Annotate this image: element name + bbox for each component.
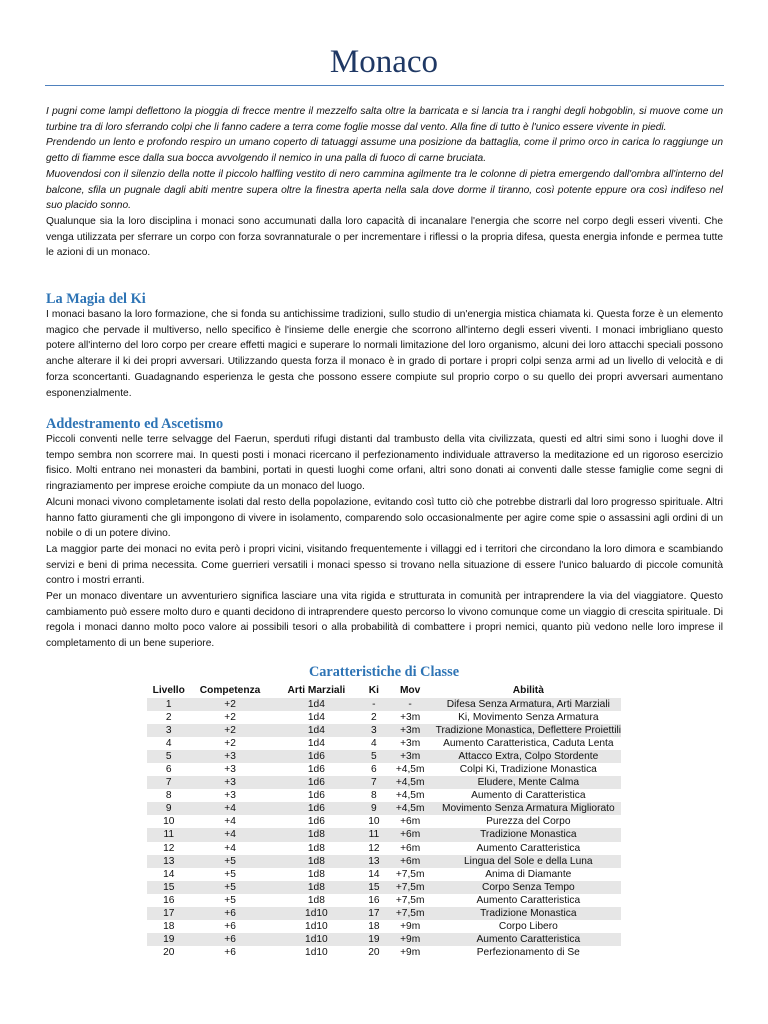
table-cell: +9m [385, 933, 436, 946]
table-row [147, 828, 621, 841]
table-cell: +4 [224, 842, 236, 854]
table-cell: 1d8 [307, 894, 325, 906]
table-cell: 2 [165, 711, 172, 723]
table-cell: 1d6 [270, 776, 363, 789]
table-cell: Aumento Caratteristica [436, 933, 621, 946]
table-cell: +6 [190, 933, 269, 946]
body-paragraph: Piccoli conventi nelle terre selvagge del Faerun, sperduti rifugi distanti dal trambusto della vita civilizzata, questi ed altri simi sono i luoghi dove il tempo sembra non scorrere mai. In questi posti i monaci ricercano il perfezionamento individuale attraverso la meditazione ed un rigoroso esercizio fisico. Molti entrano nei monasteri da bambini, portati in questi luoghi come orfani, altri sono donati ai conventi dalle stesse famiglie come segni di ringraziamento per imprese eroiche compiute da un monaco del luogo. [46, 434, 723, 493]
body-paragraph: La maggior parte dei monaci no evita però i propri vicini, visitando frequentemente i villaggi ed i territori che circondano la loro dimora e scambiando servizi e beni di prima necessita. Come guerrieri versatili i monaci spesso si trovano nella situazione di essere l'unico baluardo di piccole comunità contro i mostri erranti. [46, 543, 723, 587]
table-cell: Attacco Extra, Colpo Stordente [436, 750, 621, 763]
table-cell: 1d4 [307, 711, 325, 723]
table-cell: 12 [368, 842, 380, 854]
table-cell: 19 [147, 933, 190, 946]
table-cell: +2 [190, 724, 269, 737]
table-cell: +6m [400, 816, 421, 828]
table-header-row [147, 684, 621, 698]
table-cell: 2 [371, 711, 377, 723]
body-paragraph: Alcuni monaci vivono completamente isolati dal resto della popolazione, evitando così tutto ciò che potrebbe distrarli dal loro progresso spirituale. Altri hanno fatto giuramenti che gli impongono di vivere in isolamento, comparendo solo occasionalmente per agire come spie o assassini agli ordini di un nobile o di un potere divino. [46, 496, 723, 540]
table-cell: 1d6 [307, 790, 325, 802]
table-row [147, 920, 621, 933]
intro-paragraph: Prendendo un lento e profondo respiro un umano coperto di tatuaggi assume una posizione da battaglia, come il primo orco in carica lo raggiunge un getto di fiamme esce dalla sua bocca avvolgendo il nemico in una palla di fuoco di carne bruciata. [46, 137, 723, 165]
table-cell: 1d4 [270, 724, 363, 737]
table-cell: Perfezionamento di Se [476, 947, 580, 959]
table-cell: +7,5m [385, 907, 436, 920]
table-cell: +6 [224, 921, 236, 933]
table-cell: 6 [371, 763, 377, 775]
table-cell: 4 [165, 737, 172, 749]
table-cell: +3 [224, 790, 236, 802]
table-title: Caratteristiche di Classe [308, 664, 460, 680]
title-divider [45, 85, 724, 86]
table-row [147, 933, 621, 946]
body-paragraph: I monaci basano la loro formazione, che si fonda su antichissime tradizioni, sullo studio di un'energia mistica chiamata ki. Questa forze è un elemento magico che pervade il multiverso, nello specifico è l'insieme delle energie che scorrono all'interno degli esseri viventi. I monaci imbrigliano questo potere all'interno del loro corpo per creare effetti magici e superare lo normali limitazione del loro organismo, alcuni dei loro attacchi speciali possono anche alterare il ki dei propri avversari. Utilizzando questa forza il monaco è in grado di portare i propri colpi senza armi ad un livello di velocità e di forza sconcertanti. Guadagnando esperienza le gesta che possono essere compiute sul proprio corpo o su quello dei propri avversari aumentano esponenzialmente. [46, 309, 723, 399]
table-cell: +3 [190, 776, 269, 789]
table-cell: +3m [385, 724, 436, 737]
table-cell: 1d8 [307, 868, 325, 880]
intro-paragraph: I pugni come lampi deflettono la pioggia di frecce mentre il mezzelfo salta oltre la barricata e si lancia tra i ranghi degli hobgoblin, si muove come un turbine tra di loro sferrando colpi che li fanno cadere a terra come foglie mosse dal vento. Alla fine di tutto è l'unico essere vivente in piedi. [46, 106, 723, 133]
table-cell: 11 [147, 828, 190, 841]
table-cell: 1d6 [307, 763, 325, 775]
table-cell: +6m [385, 828, 436, 841]
table-cell: +5 [190, 881, 269, 894]
table-cell: 1d8 [270, 855, 363, 868]
table-row [147, 711, 621, 724]
section-body [46, 307, 723, 401]
table-cell: 1d8 [270, 881, 363, 894]
section-body [46, 432, 723, 652]
table-cell: 17 [147, 907, 190, 920]
table-cell: 9 [147, 802, 190, 815]
table-cell: Colpi Ki, Tradizione Monastica [459, 763, 597, 775]
table-row [147, 802, 621, 815]
table-cell: +5 [190, 855, 269, 868]
column-header: Competenza [199, 685, 261, 696]
table-cell: 3 [363, 724, 385, 737]
table-row [147, 907, 621, 920]
table-cell: Aumento Caratteristica [476, 894, 581, 906]
table-cell: 15 [363, 881, 385, 894]
table-cell: Anima di Diamante [485, 868, 572, 880]
table-cell: +4,5m [395, 790, 425, 802]
column-header: Abilità [512, 685, 544, 696]
table-cell: 3 [147, 724, 190, 737]
table-cell: - [385, 698, 436, 711]
table-cell: Aumento Caratteristica [476, 842, 581, 854]
table-cell: Aumento di Caratteristica [471, 790, 586, 802]
table-cell: 7 [147, 776, 190, 789]
section-heading: Addestramento ed Ascetismo [46, 416, 224, 432]
table-cell: 18 [368, 921, 380, 933]
table-cell: Eludere, Mente Calma [436, 776, 621, 789]
table-cell: 1d10 [270, 907, 363, 920]
table-cell: +6m [385, 855, 436, 868]
table-cell: 1d4 [270, 698, 363, 711]
section-heading: La Magia del Ki [46, 291, 146, 307]
table-cell: +6 [190, 907, 269, 920]
table-cell: - [363, 698, 385, 711]
table-row [147, 724, 621, 737]
table-cell: 1d10 [305, 921, 328, 933]
table-cell: +3 [224, 763, 236, 775]
table-row [147, 946, 621, 959]
page-title: Monaco [329, 44, 439, 80]
table-cell: Purezza del Corpo [486, 816, 571, 828]
column-header: Ki [368, 685, 379, 696]
table-cell: Aumento Caratteristica, Caduta Lenta [443, 737, 614, 749]
table-cell: Tradizione Monastica, Deflettere Proiettili [435, 724, 621, 736]
table-row [147, 763, 621, 776]
table-cell: Corpo Libero [498, 921, 558, 933]
table-row [147, 868, 621, 881]
table-cell: 20 [163, 947, 175, 959]
table-cell: 15 [147, 881, 190, 894]
column-header: Arti Marziali [287, 685, 346, 696]
table-row [147, 750, 621, 763]
table-cell: 1 [147, 698, 190, 711]
table-cell: 10 [368, 816, 380, 828]
intro-paragraph: Qualunque sia la loro disciplina i monaci sono accumunati dalla loro capacità di incanalare l'energia che scorre nel corpo degli esseri viventi. Che venga utilizzata per sferrare un corpo con forza sovrannaturale o per incrementare i riflessi o la propria difesa, questa energia infonde e permea tutte le azioni di un monaco. [46, 215, 723, 259]
table-cell: +7,5m [395, 894, 425, 906]
table-cell: 1d8 [307, 842, 325, 854]
table-cell: 1d6 [307, 816, 325, 828]
table-cell: +4,5m [395, 763, 425, 775]
table-cell: +4 [190, 828, 269, 841]
table-cell: Movimento Senza Armatura Migliorato [436, 802, 621, 815]
table-row [147, 842, 621, 855]
table-cell: +6 [224, 947, 236, 959]
table-cell: +6m [400, 842, 421, 854]
table-cell: +4 [224, 816, 236, 828]
table-cell: +3m [400, 711, 421, 723]
column-header: Mov [399, 685, 421, 696]
table-row [147, 789, 621, 802]
table-cell: 1d6 [270, 802, 363, 815]
table-cell: Lingua del Sole e della Luna [436, 855, 621, 868]
table-cell: 7 [363, 776, 385, 789]
column-header: Livello [152, 685, 185, 696]
table-cell: Ki, Movimento Senza Armatura [458, 711, 599, 723]
table-cell: 1d6 [270, 750, 363, 763]
table-cell: 13 [363, 855, 385, 868]
table-cell: Tradizione Monastica [436, 907, 621, 920]
table-cell: 1d4 [307, 737, 325, 749]
table-cell: +3m [400, 737, 421, 749]
table-cell: 17 [363, 907, 385, 920]
table-cell: 5 [147, 750, 190, 763]
table-cell: +7,5m [395, 868, 425, 880]
table-cell: 10 [163, 816, 175, 828]
table-row [147, 737, 621, 750]
table-cell: 8 [371, 790, 377, 802]
table-cell: 13 [147, 855, 190, 868]
table-cell: +2 [190, 698, 269, 711]
table-cell: +5 [224, 868, 236, 880]
table-cell: 16 [368, 894, 380, 906]
table-cell: 14 [163, 868, 175, 880]
table-cell: Corpo Senza Tempo [436, 881, 621, 894]
table-body [147, 698, 621, 960]
table-row [147, 815, 621, 828]
table-row [147, 776, 621, 789]
table-cell: 16 [163, 894, 175, 906]
table-row [147, 855, 621, 868]
table-cell: +5 [224, 894, 236, 906]
table-cell: 4 [371, 737, 377, 749]
table-cell: Tradizione Monastica [436, 828, 621, 841]
table-row [147, 881, 621, 894]
table-cell: 1d8 [270, 828, 363, 841]
table-cell: +4,5m [385, 776, 436, 789]
table-cell: +4 [190, 802, 269, 815]
table-cell: 12 [163, 842, 175, 854]
table-cell: 1d10 [270, 933, 363, 946]
table-row [147, 894, 621, 907]
table-cell: 19 [363, 933, 385, 946]
table-cell: +9m [400, 921, 421, 933]
table-cell: 5 [363, 750, 385, 763]
table-cell: 20 [368, 947, 380, 959]
table-cell: 9 [363, 802, 385, 815]
table-row [147, 698, 621, 711]
table-cell: +3 [190, 750, 269, 763]
table-cell: 1d10 [305, 947, 328, 959]
table-cell: +2 [224, 737, 236, 749]
table-cell: 18 [163, 921, 175, 933]
table-cell: 8 [165, 790, 172, 802]
table-cell: +7,5m [385, 881, 436, 894]
table-cell: 14 [368, 868, 380, 880]
table-cell: Difesa Senza Armatura, Arti Marziali [436, 698, 621, 711]
table-cell: +3m [385, 750, 436, 763]
intro-block [46, 104, 723, 261]
body-paragraph: Per un monaco diventare un avventuriero significa lasciare una vita rigida e strutturata in comunità per intraprendere la via del viaggiatore. Questo cambiamento può essere molto duro e quanti decidono di intraprendere questo percorso lo vivono comunque come un viaggio di crescita spirituale. Di regola i monaci danno molto poco valore ai possibili tesori o alla probabilità di combattere i propri nemici, quanto più vedono nelle loro imprese il completamento di un bene superiore. [46, 591, 723, 650]
table-cell: 6 [165, 763, 172, 775]
table-cell: +2 [224, 711, 236, 723]
table-cell: 11 [363, 828, 385, 841]
table-cell: +4,5m [385, 802, 436, 815]
table-cell: +9m [400, 947, 421, 959]
intro-paragraph: Muovendosi con il silenzio della notte il piccolo halfling vestito di nero cammina agilmente tra le colonne di pietra emergendo dall'ombra all'interno del balcone, sfila un pugnale dagli abiti mentre supera oltre la finestra aperta nella sala dove dorme il tiranno, così potente eppure ora così indifeso nel suo placido sonno. [46, 168, 723, 212]
class-features-table [147, 684, 621, 959]
